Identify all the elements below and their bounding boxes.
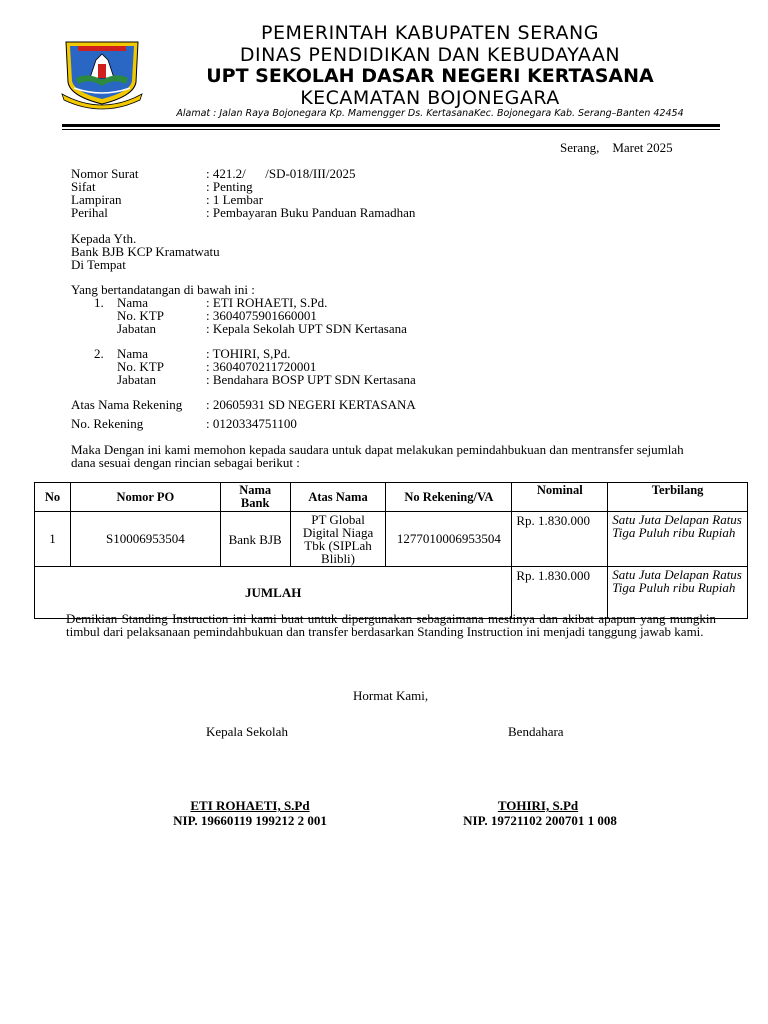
addressee-line-2: Bank BJB KCP Kramatwatu [71, 244, 220, 259]
cell-no: 1 [35, 512, 71, 567]
signatory-1-label-ktp: No. KTP [117, 308, 164, 323]
signatory-1-nama: : ETI ROHAETI, S.Pd. [206, 295, 328, 310]
account-name-label: Atas Nama Rekening [71, 397, 183, 412]
table-header-row [35, 483, 748, 512]
header-nomor-po: Nomor PO [70, 483, 220, 512]
letterhead-rule-thick [62, 124, 720, 127]
meta-label-sifat: Sifat [71, 179, 96, 194]
cell-nama-bank: Bank BJB [220, 512, 290, 567]
account-number-value: : 0120334751100 [206, 416, 297, 431]
signatory-2-number: 2. [94, 346, 104, 361]
table-row [35, 512, 748, 567]
signer-right-name: TOHIRI, S.Pd [497, 798, 579, 813]
addressee-line-1: Kepada Yth. [71, 231, 137, 246]
meta-label-lampiran: Lampiran [71, 192, 122, 207]
kop-address: Alamat : Jalan Raya Bojonegara Kp. Mamengger Ds. KertasanaKec. Bojonegara Kab. Serang–Banten 42454 [176, 108, 684, 119]
kop-line-1: PEMERINTAH KABUPATEN SERANG [261, 22, 599, 44]
signatory-2-label-jabatan: Jabatan [117, 372, 156, 387]
header-no: No [35, 483, 71, 512]
signatory-2-label-ktp: No. KTP [117, 359, 164, 374]
letter-date: Serang, Maret 2025 [560, 140, 673, 155]
meta-value-lampiran: : 1 Lembar [206, 192, 264, 207]
closing-greeting: Hormat Kami, [353, 688, 429, 703]
total-label: JUMLAH [35, 567, 512, 619]
account-number-label: No. Rekening [71, 416, 144, 431]
request-paragraph: Maka Dengan ini kami memohon kepada saudara untuk dapat melakukan pemindahbukuan dan mentransfer sejumlah dana sesuai dengan rincian sebagai berikut : [71, 442, 684, 470]
closing-paragraph: Demikian Standing Instruction ini kami buat untuk dipergunakan sebagaimana mestinya dan akibat apapun yang mungkin timbul dari pelaksanaan pemindahbukuan dan transfer berdasarkan Standing Instruction ini menjadi tanggung jawab kami. [66, 611, 716, 639]
signatory-1-label-nama: Nama [117, 295, 149, 310]
meta-value-perihal: : Pembayaran Buku Panduan Ramadhan [206, 205, 416, 220]
signer-left-title: Kepala Sekolah [206, 724, 288, 739]
kop-line-2: DINAS PENDIDIKAN DAN KEBUDAYAAN [239, 44, 621, 66]
kop-line-4: KECAMATAN BOJONEGARA [300, 87, 560, 109]
cell-nomor-po: S10006953504 [70, 512, 220, 567]
signatory-1-label-jabatan: Jabatan [117, 321, 156, 336]
meta-value-sifat: : Penting [206, 179, 253, 194]
total-nominal: Rp. 1.830.000 [512, 567, 608, 619]
signer-right-title: Bendahara [508, 724, 564, 739]
header-terbilang: Terbilang [608, 483, 748, 512]
header-nama-bank: Nama Bank [220, 483, 290, 512]
cell-nominal: Rp. 1.830.000 [512, 512, 608, 567]
signatory-2-ktp: : 3604070211720001 [206, 359, 317, 374]
signatory-1-jabatan: : Kepala Sekolah UPT SDN Kertasana [206, 321, 407, 336]
account-name-value: : 20605931 SD NEGERI KERTASANA [206, 397, 416, 412]
letterhead-rule-thin [62, 129, 720, 130]
addressee-line-3: Di Tempat [71, 257, 126, 272]
signatory-2-label-nama: Nama [117, 346, 149, 361]
meta-value-nomor: : 421.2/ /SD-018/III/2025 [206, 166, 356, 181]
cell-terbilang: Satu Juta Delapan Ratus Tiga Puluh ribu Rupiah [608, 512, 748, 567]
signatory-1-ktp: : 3604075901660001 [206, 308, 317, 323]
signatory-2-jabatan: : Bendahara BOSP UPT SDN Kertasana [206, 372, 416, 387]
payment-detail-table [34, 482, 748, 619]
serang-regency-emblem-icon [60, 38, 144, 110]
meta-label-perihal: Perihal [71, 205, 108, 220]
header-nominal: Nominal [512, 483, 608, 512]
opening-line: Yang bertandatangan di bawah ini : [71, 282, 255, 297]
signer-right-nip: NIP. 19721102 200701 1 008 [463, 813, 617, 828]
cell-no-rekening: 1277010006953504 [386, 512, 512, 567]
signatory-2-nama: : TOHIRI, S,Pd. [206, 346, 291, 361]
signer-left-nip: NIP. 19660119 199212 2 001 [173, 813, 327, 828]
total-terbilang: Satu Juta Delapan Ratus Tiga Puluh ribu Rupiah [608, 567, 748, 619]
signatory-1-number: 1. [94, 295, 104, 310]
header-no-rekening: No Rekening/VA [386, 483, 512, 512]
header-atas-nama: Atas Nama [290, 483, 386, 512]
meta-label-nomor: Nomor Surat [71, 166, 139, 181]
kop-school-name: UPT SEKOLAH DASAR NEGERI KERTASANA [206, 65, 654, 87]
cell-atas-nama: PT Global Digital Niaga Tbk (SIPLah Blibli) [290, 512, 386, 567]
signer-left-name: ETI ROHAETI, S.Pd [190, 798, 310, 813]
